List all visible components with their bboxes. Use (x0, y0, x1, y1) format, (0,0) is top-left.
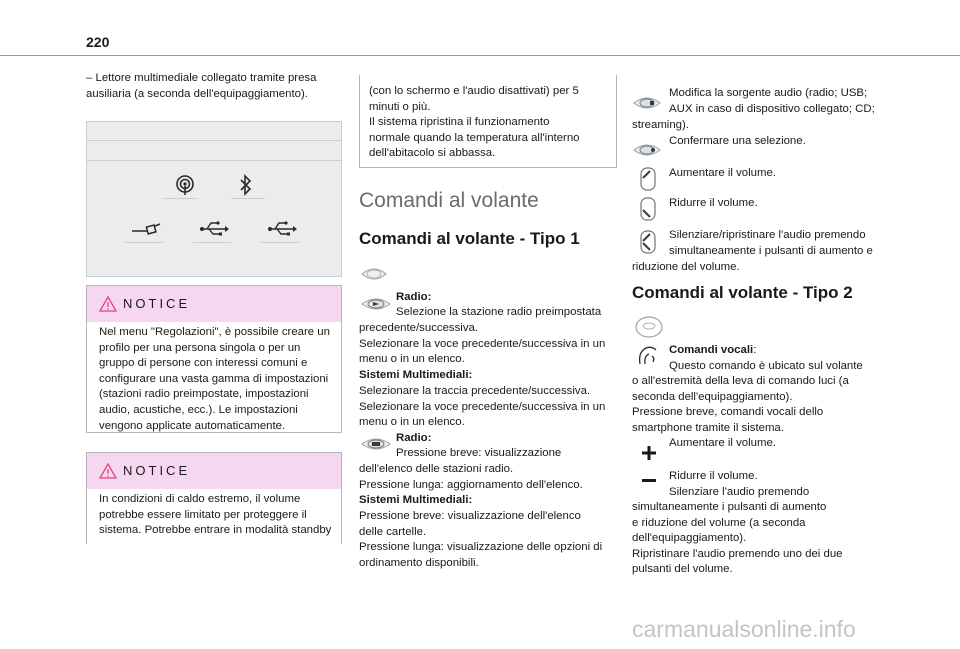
voice-command-line (669, 343, 756, 359)
minus-text: Ridurre il volume. Silenziare l'audio premendo (669, 470, 810, 498)
mute-text-continued: riduzione del volume. (632, 261, 740, 273)
notice-header (87, 286, 341, 322)
bluetooth-icon (239, 174, 253, 196)
icon-underline (231, 198, 265, 199)
voice-command-text: Questo comando è ubicato sul volante (669, 360, 863, 372)
radio-text: Pressione breve: visualizzazione (396, 447, 562, 459)
volume-control-icon (636, 229, 662, 255)
notice-title: NOTICE (123, 296, 191, 311)
volume-control-icon (636, 196, 662, 222)
notice-continuation-text: (con lo schermo e l'audio disattivati) per 5 minuti o più. Il sistema ripristina il funzionamento normale quando la temperatura all'interno dell'abitacolo si abbassa. (369, 85, 580, 160)
notice-box-heat (86, 452, 342, 544)
steering-control-icon (632, 92, 662, 114)
voice-command-colon: : (753, 344, 757, 356)
radio-label: Radio: (396, 432, 432, 444)
page-number: 220 (86, 34, 110, 50)
usb-icon (199, 220, 229, 236)
mute-text: Silenziare/ripristinare l'audio premendo simultaneamente i pulsanti di aumento e (669, 229, 873, 257)
steering-control-icon (632, 139, 662, 161)
warning-icon (99, 296, 117, 312)
volume-up-text: Aumentare il volume. (669, 167, 776, 179)
radio-text: Selezione la stazione radio preimpostata (396, 306, 602, 318)
radio-label: Radio: (396, 291, 432, 303)
watermark: carmanualsonline.info (632, 616, 856, 642)
source-text: Modifica la sorgente audio (radio; USB; AUX in caso di dispositivo collegato; CD; (669, 87, 875, 115)
voice-command-label: Comandi vocali (669, 344, 754, 356)
radio-text-continued: dell'elenco delle stazioni radio. Pressione lunga: aggiornamento dell'elenco. (359, 463, 583, 491)
icon-underline (163, 198, 197, 199)
confirm-text: Confermare una selezione. (669, 135, 806, 147)
volume-control-icon (636, 166, 662, 192)
steering-control-icon (359, 433, 393, 455)
voice-command-text-continued: o all'estremità della leva di comando luci (a seconda dell'equipaggiamento). Pressione breve, comandi vocali dello smartphone tramite il sistema. (632, 375, 849, 434)
type1-title: Comandi al volante - Tipo 1 (359, 229, 580, 248)
minus-icon (642, 479, 656, 483)
notice-body: Nel menu "Regolazioni", è possibile creare un profilo per una persona singola o per un gruppo di persone con interessi comuni e configurare una vasta gamma di impostazioni (stazioni radio preimpostate, impostazioni audio, acustiche, ecc.). Le impostazioni vengono applicate automaticamente. (99, 326, 330, 432)
plus-text: Aumentare il volume. (669, 437, 776, 449)
multimedia-text: Pressione breve: visualizzazione dell'elenco delle cartelle. Pressione lunga: visualizzazione delle opzioni di ordinamento disponibili. (359, 510, 603, 569)
icon-underline (125, 242, 163, 243)
notice-title: NOTICE (123, 463, 191, 478)
phone-projection-icon (173, 174, 197, 196)
type2-title: Comandi al volante - Tipo 2 (632, 283, 853, 302)
connections-illustration (86, 121, 342, 277)
aux-jack-icon (131, 220, 161, 236)
steering-control-icon (359, 263, 389, 285)
source-text-continued: streaming). (632, 119, 689, 131)
usb-icon (267, 220, 297, 236)
radio-text-continued: precedente/successiva. Selezionare la voce precedente/successiva in un menu o in un elenco. (359, 322, 606, 366)
steering-wheel-icon (634, 315, 664, 339)
warning-icon (99, 463, 117, 479)
icon-underline (261, 242, 299, 243)
minus-text-continued: simultaneamente i pulsanti di aumento e riduzione del volume (a seconda dell'equipaggiamento). Ripristinare l'audio premendo uno dei due pulsanti del volume. (632, 501, 843, 576)
multimedia-label: Sistemi Multimediali: (359, 494, 473, 506)
steering-control-icon (359, 293, 393, 315)
panel-divider (87, 140, 341, 141)
notice-box-profiles (86, 285, 342, 433)
voice-command-icon (636, 344, 660, 366)
multimedia-label: Sistemi Multimediali: (359, 369, 473, 381)
intro-text: – Lettore multimediale collegato tramite presa ausiliaria (a seconda dell'equipaggiamento). (86, 72, 317, 100)
multimedia-text: Selezionare la traccia precedente/successiva. Selezionare la voce precedente/successiva in un menu o in un elenco. (359, 385, 606, 429)
notice-body: In condizioni di caldo estremo, il volume potrebbe essere limitato per proteggere il sistema. Potrebbe entrare in modalità standby (99, 493, 332, 537)
panel-divider (87, 160, 341, 161)
notice-header (87, 453, 341, 489)
volume-down-text: Ridurre il volume. (669, 197, 758, 209)
icon-underline (193, 242, 231, 243)
plus-icon (642, 446, 656, 460)
section-title: Comandi al volante (359, 189, 539, 212)
header-rule (0, 55, 960, 56)
